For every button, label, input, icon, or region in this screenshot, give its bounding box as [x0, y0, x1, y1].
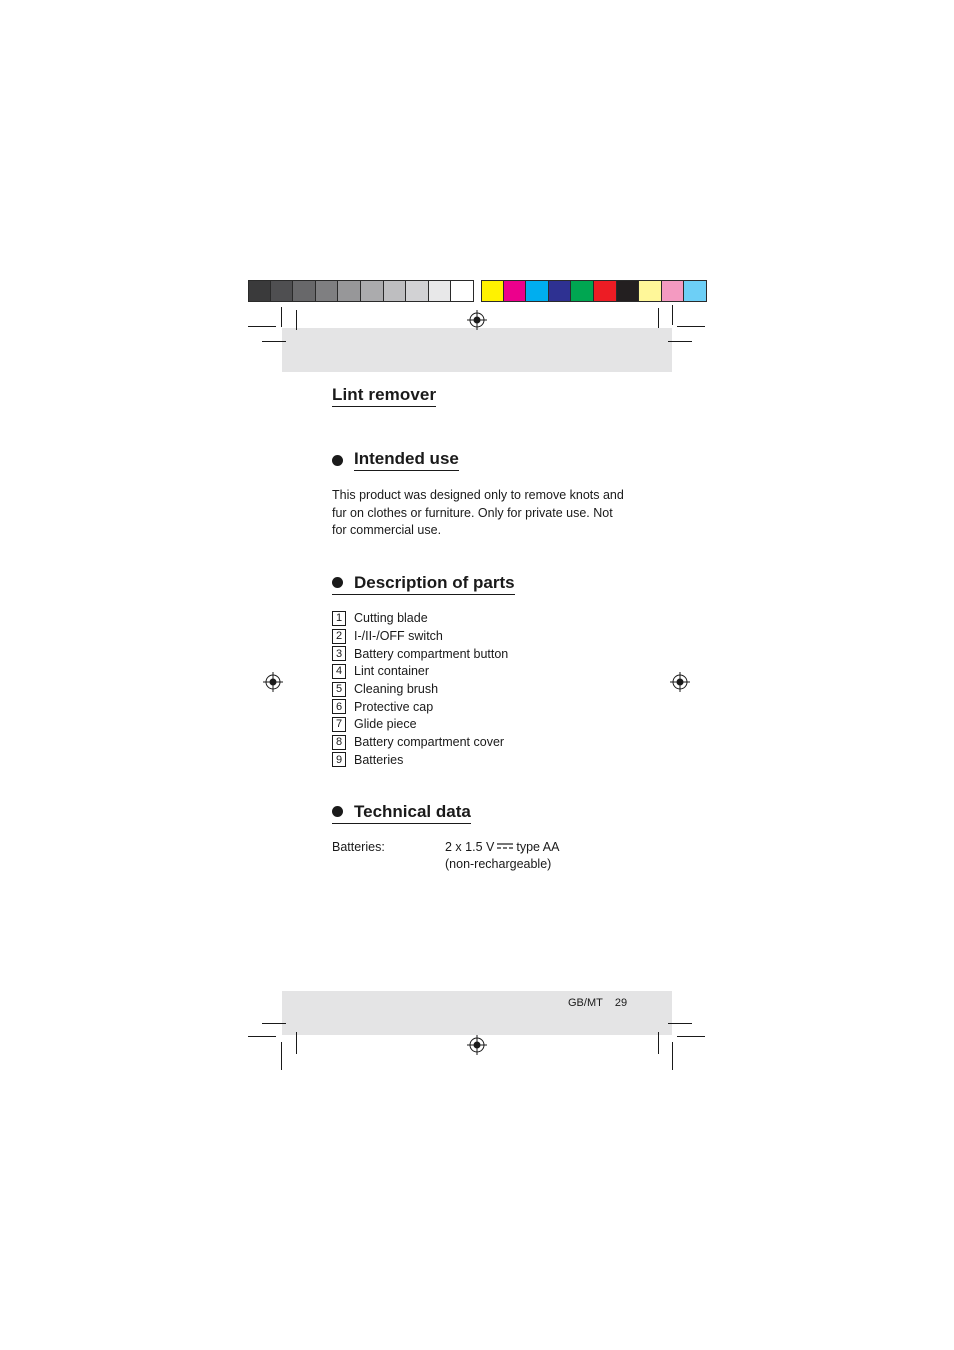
color-swatch — [429, 280, 452, 302]
manual-content — [332, 385, 632, 874]
intended-use-text: This product was designed only to remove knots and fur on clothes or furniture. Only for private use. Not for commercial use. — [332, 488, 624, 537]
section-heading: Technical data — [354, 801, 471, 821]
part-number: 3 — [332, 646, 346, 661]
crop-mark — [296, 310, 297, 330]
battery-voltage: 2 x 1.5 V — [445, 839, 495, 854]
battery-type: type AA — [516, 839, 560, 854]
crop-mark — [658, 1032, 659, 1054]
color-swatch — [684, 280, 707, 302]
list-item — [332, 733, 632, 751]
color-swatch — [361, 280, 384, 302]
color-swatch — [594, 280, 617, 302]
crop-mark — [248, 326, 276, 327]
part-number: 5 — [332, 682, 346, 697]
part-number: 8 — [332, 735, 346, 750]
section-intended-use — [332, 449, 632, 471]
list-item — [332, 680, 632, 698]
battery-note: (non-rechargeable) — [445, 857, 552, 872]
crop-mark — [296, 1032, 297, 1054]
tech-row-batteries — [332, 839, 632, 874]
color-swatch — [662, 280, 685, 302]
part-number: 2 — [332, 629, 346, 644]
color-swatch — [384, 280, 407, 302]
part-label: Cutting blade — [354, 611, 428, 626]
registration-mark-icon — [670, 672, 690, 692]
document-title: Lint remover — [332, 385, 436, 407]
color-swatch — [293, 280, 316, 302]
list-item — [332, 645, 632, 663]
part-number: 1 — [332, 611, 346, 626]
crop-mark — [677, 1036, 705, 1037]
crop-mark — [248, 1036, 276, 1037]
tech-value — [445, 839, 559, 874]
crop-mark — [672, 305, 673, 325]
color-swatch — [406, 280, 429, 302]
color-swatch — [571, 280, 594, 302]
crop-mark — [668, 1023, 692, 1024]
color-swatch — [526, 280, 549, 302]
color-swatch — [248, 280, 271, 302]
section-description-of-parts — [332, 573, 632, 595]
registration-mark-icon — [467, 310, 487, 330]
part-label: Battery compartment button — [354, 646, 509, 661]
list-item — [332, 698, 632, 716]
bullet-icon — [332, 806, 343, 817]
color-swatch — [504, 280, 527, 302]
part-label: Battery compartment cover — [354, 735, 505, 750]
bullet-icon — [332, 577, 343, 588]
list-item — [332, 627, 632, 645]
gray-calibration-bar — [248, 280, 474, 302]
header-band — [282, 328, 672, 372]
crop-mark — [677, 326, 705, 327]
crop-mark — [658, 308, 659, 328]
section-heading: Description of parts — [354, 572, 515, 592]
locale-code: GB/MT — [568, 997, 603, 1009]
color-swatch — [549, 280, 572, 302]
color-swatch — [617, 280, 640, 302]
list-item — [332, 716, 632, 734]
crop-mark — [672, 1042, 673, 1070]
registration-mark-icon — [263, 672, 283, 692]
crop-mark — [262, 1023, 286, 1024]
crop-mark — [281, 307, 282, 327]
part-number: 6 — [332, 699, 346, 714]
part-label: Protective cap — [354, 699, 434, 714]
tech-label: Batteries: — [332, 839, 385, 854]
section-heading: Intended use — [354, 449, 459, 471]
page-number: 29 — [614, 997, 628, 1009]
color-calibration-bar — [481, 280, 707, 302]
part-label: Glide piece — [354, 717, 417, 732]
crop-mark — [668, 341, 692, 342]
bullet-icon — [332, 455, 343, 466]
color-swatch — [338, 280, 361, 302]
part-label: I-/II-/OFF switch — [354, 629, 443, 644]
color-swatch — [639, 280, 662, 302]
part-label: Batteries — [354, 752, 404, 767]
color-swatch — [481, 280, 504, 302]
color-swatch — [271, 280, 294, 302]
dc-symbol-icon — [497, 843, 513, 849]
part-label: Lint container — [354, 664, 430, 679]
list-item — [332, 610, 632, 628]
crop-mark — [281, 1042, 282, 1070]
part-number: 9 — [332, 752, 346, 767]
parts-list — [332, 610, 632, 769]
registration-mark-icon — [467, 1035, 487, 1055]
page-footer — [568, 997, 627, 1009]
part-label: Cleaning brush — [354, 682, 439, 697]
crop-mark — [262, 341, 286, 342]
part-number: 7 — [332, 717, 346, 732]
color-swatch — [451, 280, 474, 302]
list-item — [332, 751, 632, 769]
color-swatch — [316, 280, 339, 302]
section-technical-data — [332, 802, 632, 824]
part-number: 4 — [332, 664, 346, 679]
list-item — [332, 663, 632, 681]
